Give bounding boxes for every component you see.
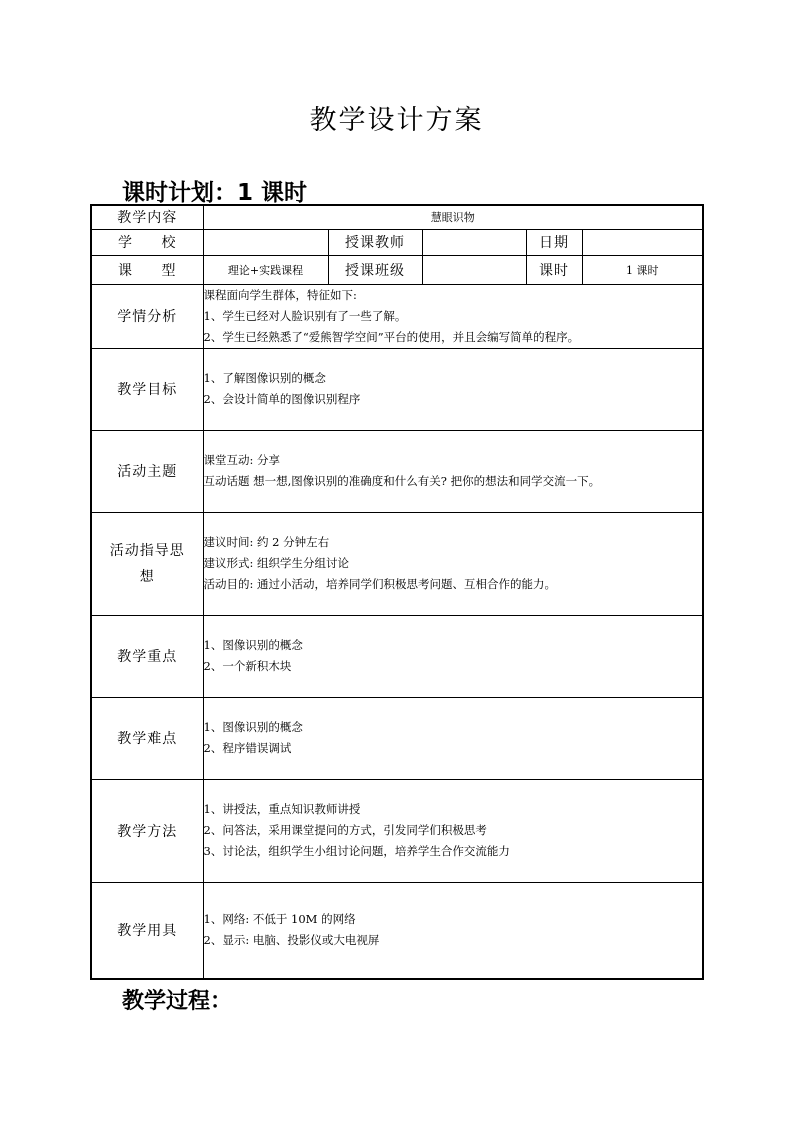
section-content bbox=[203, 430, 703, 512]
section-line: 2、会设计简单的图像识别程序 bbox=[203, 392, 361, 406]
school-value bbox=[203, 229, 328, 255]
section-content bbox=[203, 512, 703, 615]
date-value bbox=[582, 229, 703, 255]
section-line: 1、网络: 不低于 10M 的网络 bbox=[203, 912, 356, 927]
section-content bbox=[203, 882, 703, 979]
section-line: 1、学生已经对人脸识别有了一些了解。 bbox=[203, 308, 407, 323]
section-line: 2、问答法，采用课堂提问的方式，引发同学们积极思考 bbox=[203, 823, 487, 837]
section-row bbox=[91, 512, 703, 615]
type-value: 理论+实践课程 bbox=[203, 255, 328, 284]
row-type bbox=[91, 255, 703, 284]
lesson-plan-heading: 课时计划：1 课时 bbox=[122, 180, 308, 206]
section-label: 活动指导思想 bbox=[91, 512, 203, 615]
section-label: 学情分析 bbox=[91, 284, 203, 348]
section-line: 2、学生已经熟悉了“爱熊智学空间”平台的使用，并且会编写简单的程序。 bbox=[203, 329, 580, 344]
section-label: 教学目标 bbox=[91, 348, 203, 430]
section-row bbox=[91, 430, 703, 512]
content-label: 教学内容 bbox=[91, 205, 203, 229]
section-row bbox=[91, 779, 703, 882]
section-line: 1、讲授法，重点知识教师讲授 bbox=[203, 802, 361, 816]
section-row bbox=[91, 882, 703, 979]
section-content bbox=[203, 779, 703, 882]
section-label: 活动主题 bbox=[91, 430, 203, 512]
section-line: 互动话题 想一想,图像识别的准确度和什么有关? 把你的想法和同学交流一下。 bbox=[203, 474, 601, 488]
row-school bbox=[91, 229, 703, 255]
row-content bbox=[91, 205, 703, 229]
section-content bbox=[203, 284, 703, 348]
section-line: 1、图像识别的概念 bbox=[203, 720, 303, 734]
content-value: 慧眼识物 bbox=[203, 205, 703, 229]
section-line: 2、一个新积木块 bbox=[203, 659, 292, 673]
class-label: 授课班级 bbox=[328, 255, 422, 284]
teacher-value bbox=[422, 229, 526, 255]
type-label: 课型 bbox=[91, 255, 203, 284]
section-row bbox=[91, 697, 703, 779]
lesson-plan-table bbox=[90, 204, 704, 980]
period-value: 1 课时 bbox=[582, 255, 703, 284]
document-title: 教学设计方案 bbox=[309, 105, 484, 136]
section-label: 教学重点 bbox=[91, 615, 203, 697]
school-label: 学校 bbox=[91, 229, 203, 255]
section-line: 1、图像识别的概念 bbox=[203, 638, 303, 652]
section-row bbox=[91, 284, 703, 348]
section-line: 2、显示: 电脑、投影仪或大电视屏 bbox=[203, 933, 380, 948]
period-label: 课时 bbox=[526, 255, 582, 284]
class-value bbox=[422, 255, 526, 284]
section-line: 建议时间: 约 2 分钟左右 bbox=[203, 535, 330, 549]
section-line: 课堂互动: 分享 bbox=[203, 453, 281, 467]
section-line: 建议形式: 组织学生分组讨论 bbox=[203, 556, 350, 570]
section-row bbox=[91, 615, 703, 697]
teaching-process-heading: 教学过程： bbox=[122, 989, 233, 1014]
section-line: 活动目的: 通过小活动，培养同学们积极思考问题、互相合作的能力。 bbox=[203, 577, 557, 591]
section-label: 教学难点 bbox=[91, 697, 203, 779]
section-label: 教学方法 bbox=[91, 779, 203, 882]
section-content bbox=[203, 615, 703, 697]
section-content bbox=[203, 348, 703, 430]
section-line: 2、程序错误调试 bbox=[203, 741, 292, 755]
section-label: 教学用具 bbox=[91, 882, 203, 979]
section-line: 课程面向学生群体，特征如下: bbox=[203, 287, 357, 302]
section-line: 1、了解图像识别的概念 bbox=[203, 371, 326, 385]
section-line: 3、讨论法，组织学生小组讨论问题，培养学生合作交流能力 bbox=[203, 844, 510, 858]
section-content bbox=[203, 697, 703, 779]
date-label: 日期 bbox=[526, 229, 582, 255]
section-row bbox=[91, 348, 703, 430]
teacher-label: 授课教师 bbox=[328, 229, 422, 255]
